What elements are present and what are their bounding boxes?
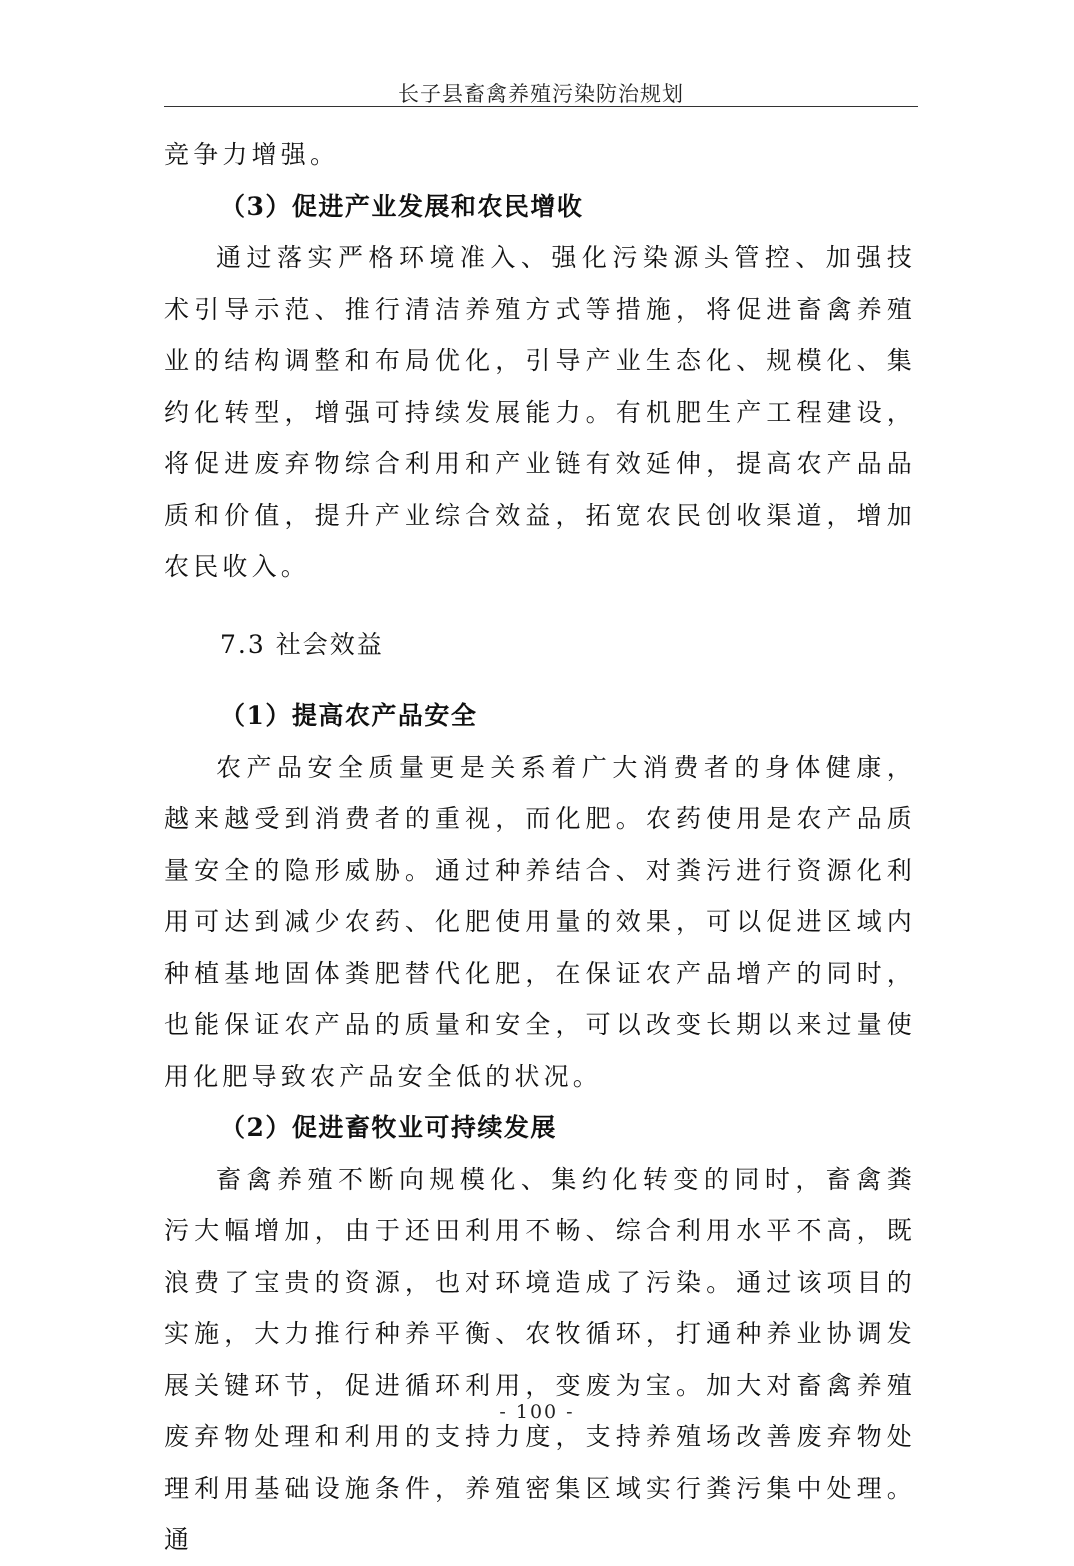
paragraph-sustainable-livestock: 畜禽养殖不断向规模化、集约化转变的同时，畜禽粪污大幅增加，由于还田利用不畅、综合利用水平不高，既浪费了宝贵的资源，也对环境造成了污染。通过该项目的实施，大力推行种养平衡、农牧循环，打通种养业协调发展关键环节，促进循环利用，变废为宝。加大对畜禽养殖废弃物处理和利用的支持力度，支持养殖场改善废弃物处理利用基础设施条件，养殖密集区域实行粪污集中处理。通 [164,1164,916,1554]
document-body [164,129,916,1566]
paragraph-industry-development: 通过落实严格环境准入、强化污染源头管控、加强技术引导示范、推行清洁养殖方式等措施，将促进畜禽养殖业的结构调整和布局优化，引导产业生态化、规模化、集约化转型，增强可持续发展能力。有机肥生产工程建设，将促进废弃物综合利用和产业链有效延伸，提高农产品品质和价值，提升产业综合效益，拓宽农民创收渠道，增加农民收入。 [164,243,916,581]
spacer [164,593,916,619]
page-header-title: 长子县畜禽养殖污染防治规划 [398,82,684,106]
subheading-product-safety: （1）提高农产品安全 [220,701,478,730]
paragraph-continuation: 竞争力增强。 [164,140,340,169]
spacer [164,670,916,690]
page-number: - 100 - [499,1401,575,1423]
paragraph-product-safety: 农产品安全质量更是关系着广大消费者的身体健康，越来越受到消费者的重视，而化肥。农药使用是农产品质量安全的隐形威胁。通过种养结合、对粪污进行资源化利用可达到减少农药、化肥使用量的效果，可以促进区域内种植基地固体粪肥替代化肥，在保证农产品增产的同时，也能保证农产品的质量和安全，可以改变长期以来过量使用化肥导致农产品安全低的状况。 [164,752,916,1091]
section-title-social-benefits: 7.3 社会效益 [220,629,384,659]
header-divider [164,106,918,107]
subheading-industry-development: （3）促进产业发展和农民增收 [220,191,584,221]
subheading-sustainable-livestock: （2）促进畜牧业可持续发展 [220,1113,557,1142]
